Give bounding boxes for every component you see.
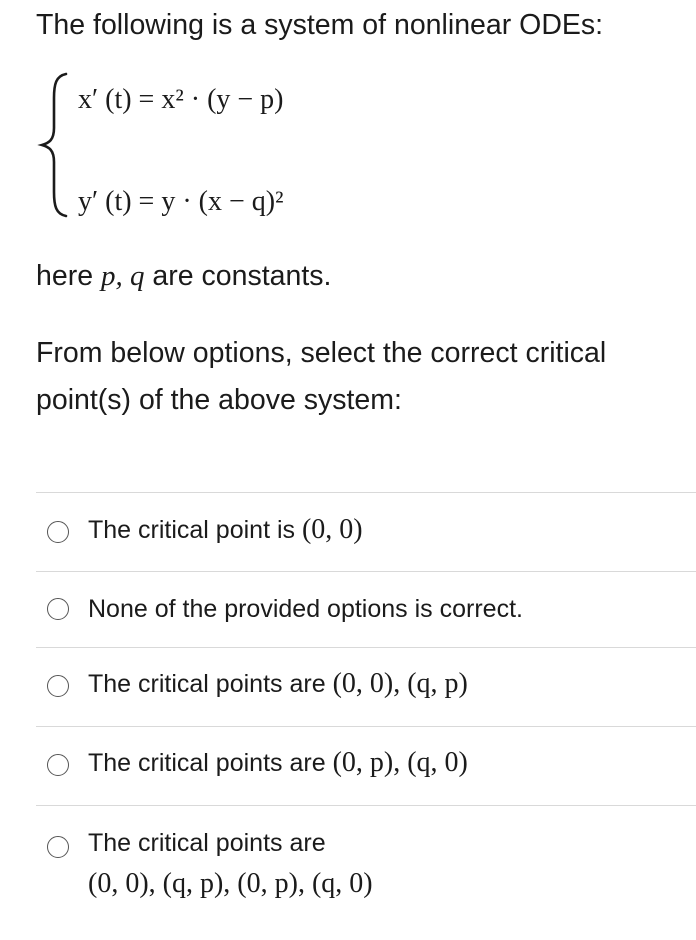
option-5-points: (0, 0), (q, p), (0, p), (q, 0) (88, 868, 373, 899)
answer-options (36, 492, 696, 916)
left-brace (36, 70, 76, 220)
option-2-text: None of the provided options is correct. (88, 595, 523, 623)
option-5[interactable] (36, 806, 696, 916)
equation-x-prime-text: x′ (t) = x² · (y − p) (78, 84, 284, 115)
option-5-text: The critical points are (88, 829, 326, 857)
option-1-label[interactable] (88, 513, 363, 547)
option-1-text: The critical point is (88, 516, 296, 544)
option-2-label[interactable] (88, 592, 523, 626)
equation-x-prime (78, 82, 284, 118)
option-5-label[interactable] (88, 826, 326, 860)
ode-system (36, 70, 536, 220)
option-4-text: The critical points are (88, 749, 326, 777)
option-2[interactable] (36, 572, 696, 647)
equation-y-prime (78, 184, 284, 220)
option-5-radio[interactable] (47, 836, 69, 858)
constants-vars: p, q (100, 260, 145, 292)
constants-note-prefix: here (36, 260, 94, 292)
constants-note (36, 257, 331, 295)
option-4[interactable] (36, 727, 696, 805)
option-3-points: (0, 0), (q, p) (332, 668, 468, 699)
option-3-label[interactable] (88, 667, 468, 701)
option-1-points: (0, 0) (301, 514, 363, 545)
equation-y-prime-text: y′ (t) = y · (x − q)² (78, 186, 284, 217)
option-3[interactable] (36, 648, 696, 726)
option-4-points: (0, p), (q, 0) (332, 747, 468, 778)
option-2-radio[interactable] (47, 598, 69, 620)
option-1-radio[interactable] (47, 521, 69, 543)
option-1[interactable] (36, 493, 696, 571)
option-4-radio[interactable] (47, 754, 69, 776)
question-intro: The following is a system of nonlinear ODEs: (36, 9, 604, 41)
option-4-label[interactable] (88, 746, 468, 780)
constants-note-suffix: are constants. (152, 260, 332, 292)
question-prompt: From below options, select the correct critical point(s) of the above system: (36, 337, 607, 416)
option-3-radio[interactable] (47, 675, 69, 697)
option-3-text: The critical points are (88, 670, 326, 698)
